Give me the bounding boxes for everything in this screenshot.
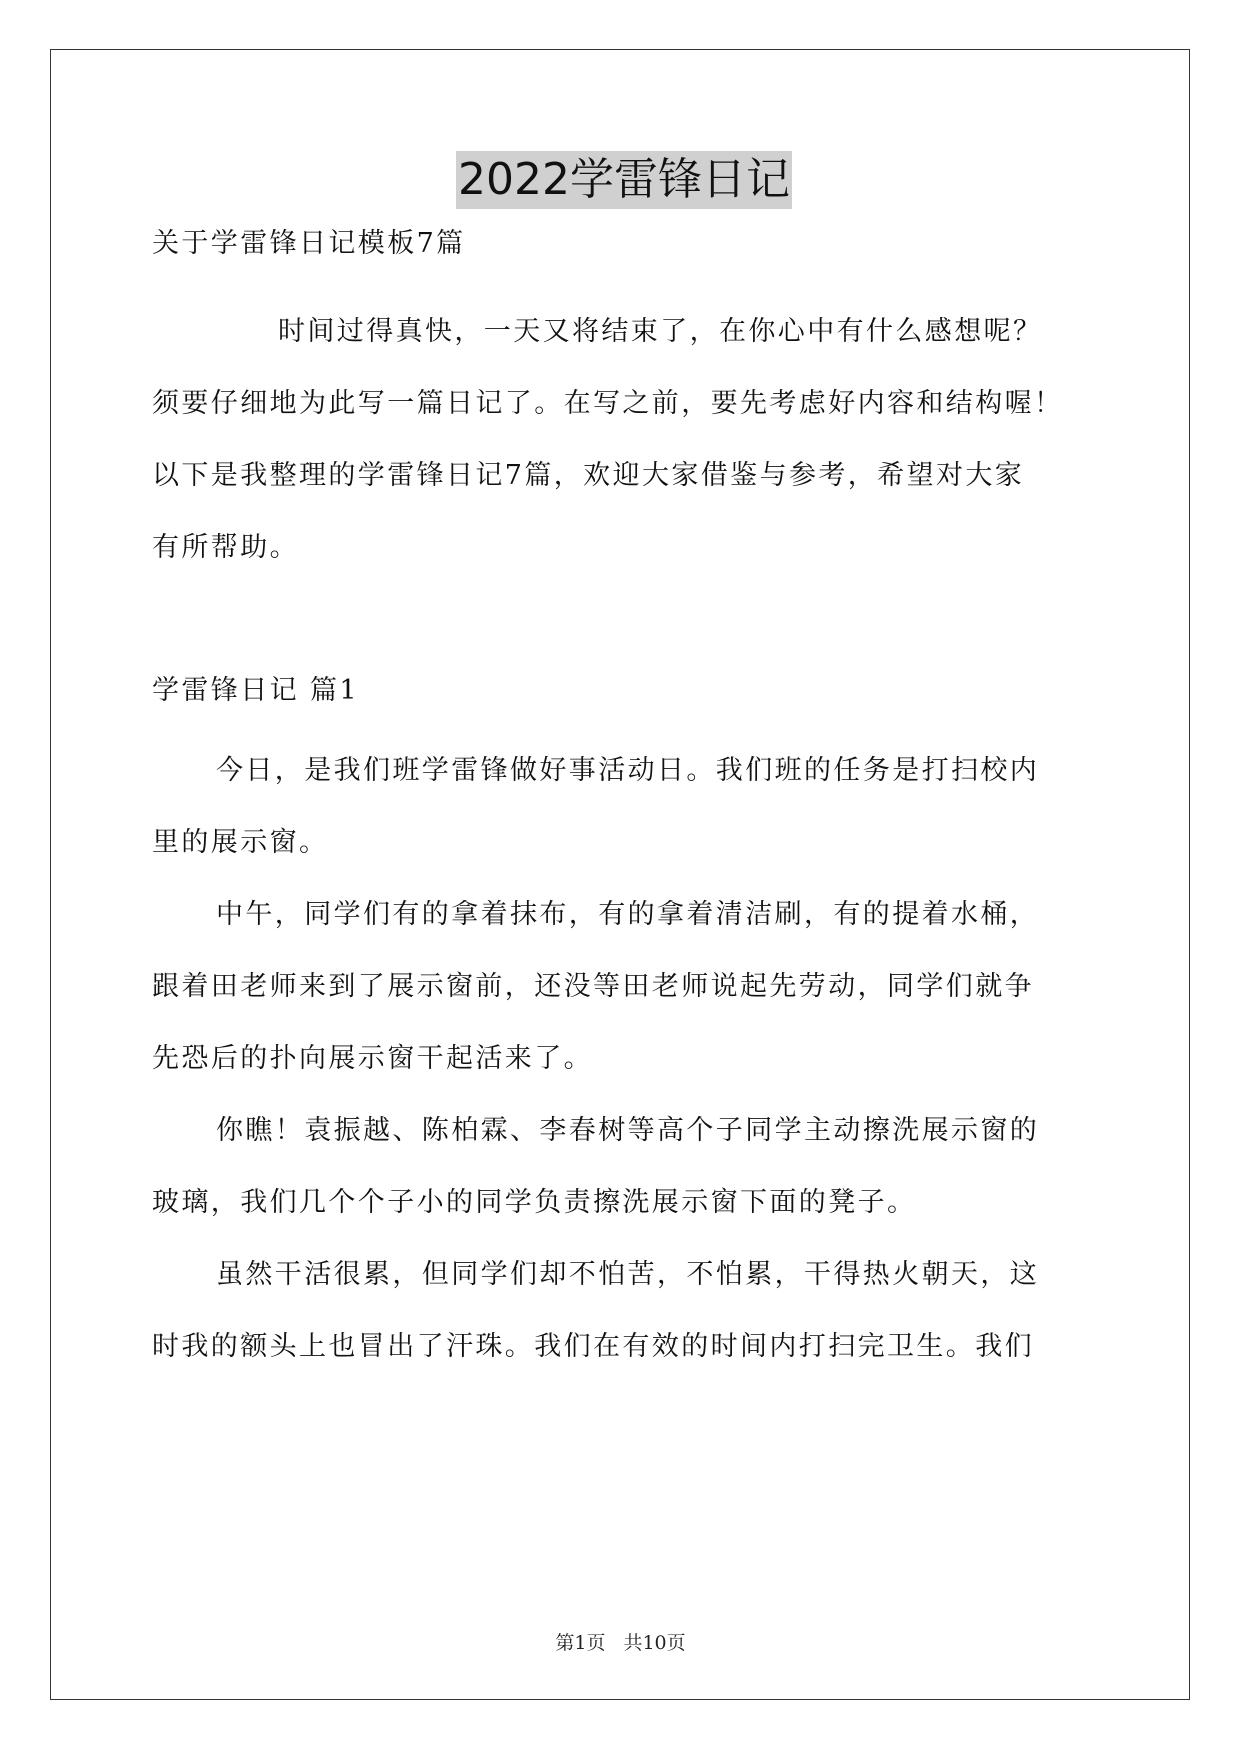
- body-line: 中午，同学们有的拿着抹布，有的拿着清洁刷，有的提着水桶，: [216, 899, 1040, 930]
- section-heading: 学雷锋日记 篇1: [152, 675, 359, 706]
- body-line: 里的展示窗。: [152, 827, 329, 858]
- body-line: 今日，是我们班学雷锋做好事活动日。我们班的任务是打扫校内: [216, 755, 1040, 786]
- intro-line: 时间过得真快，一天又将结束了，在你心中有什么感想呢？: [278, 316, 1043, 347]
- page-footer: [0, 1630, 1241, 1656]
- intro-line: 有所帮助。: [152, 532, 299, 563]
- body-line: 先恐后的扑向展示窗干起活来了。: [152, 1043, 593, 1074]
- page-border: [50, 49, 1190, 1700]
- page-total: 共10页: [623, 1632, 686, 1654]
- document-title: 2022学雷锋日记: [456, 151, 792, 209]
- body-line: 玻璃，我们几个个子小的同学负责擦洗展示窗下面的凳子。: [152, 1187, 917, 1218]
- intro-line: 须要仔细地为此写一篇日记了。在写之前，要先考虑好内容和结构喔！: [152, 388, 1064, 419]
- document-subtitle: 关于学雷锋日记模板7篇: [152, 228, 466, 259]
- page-number: 第1页: [555, 1632, 606, 1654]
- body-line: 虽然干活很累，但同学们却不怕苦，不怕累，干得热火朝天，这: [216, 1259, 1040, 1290]
- body-line: 时我的额头上也冒出了汗珠。我们在有效的时间内打扫完卫生。我们: [152, 1331, 1034, 1362]
- body-line: 你瞧！袁振越、陈柏霖、李春树等高个子同学主动擦洗展示窗的: [216, 1115, 1040, 1146]
- body-line: 跟着田老师来到了展示窗前，还没等田老师说起先劳动，同学们就争: [152, 971, 1034, 1002]
- intro-line: 以下是我整理的学雷锋日记7篇，欢迎大家借鉴与参考，希望对大家: [152, 460, 1025, 491]
